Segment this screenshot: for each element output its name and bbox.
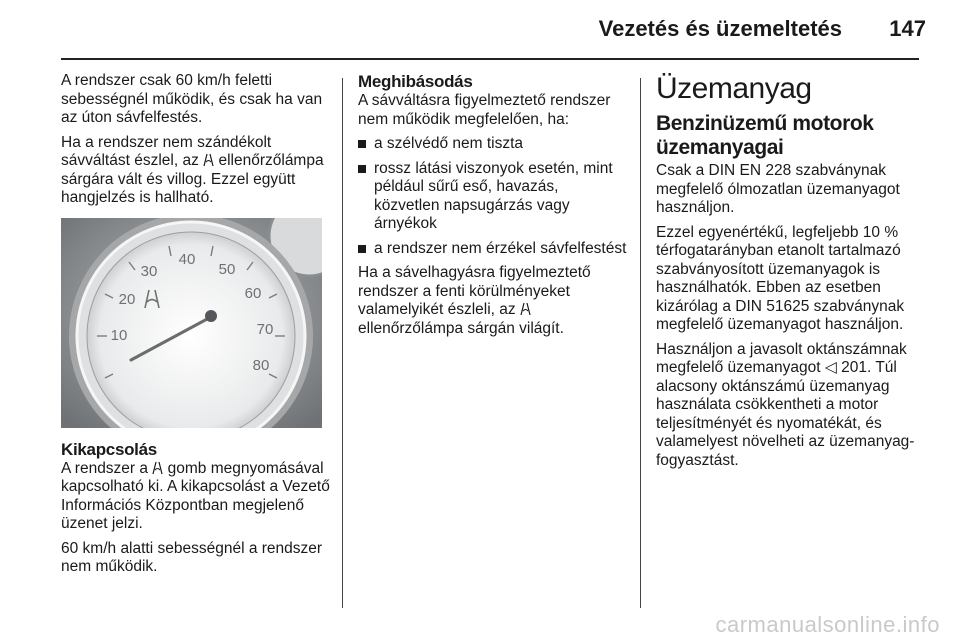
column-1 xyxy=(61,72,331,583)
speedometer-photo xyxy=(61,218,322,428)
column-3 xyxy=(656,72,924,476)
subsection-title-petrol-fuels: Benzinüzemű motorok üzemanyagai xyxy=(656,112,874,159)
header-rule xyxy=(61,58,919,60)
section-heading-deactivation: Kikapcsolás xyxy=(61,439,157,459)
column-divider-1 xyxy=(342,78,343,608)
paragraph-deactivation xyxy=(61,460,331,534)
speedo-number: 50 xyxy=(218,260,236,278)
paragraph-low-speed: 60 km/h alatti sebességnél a rendszer nem működik. xyxy=(61,539,323,575)
list-item-text: rossz látási viszonyok esetén, mint például sűrű eső, havazás, közvetlen napsugárzás vagy árnyékok xyxy=(374,159,613,232)
paragraph-malfunction-lamp xyxy=(358,264,628,338)
running-header-title: Vezetés és üzemeltetés xyxy=(598,16,842,41)
paragraph-text-after: ellenőrzőlámpa sárgán világít. xyxy=(358,319,564,337)
page-reference-link[interactable]: 201 xyxy=(841,359,867,376)
paragraph-text-before: Ha a sávelhagyásra figyelmeztető rendszer a fenti körülményeket valamelyikét észleli, az xyxy=(358,264,591,318)
lane-departure-icon xyxy=(520,302,531,316)
watermark: carmanualsonline.info xyxy=(715,612,940,637)
list-item-text: a rendszer nem érzékel sávfelfestést xyxy=(374,239,627,257)
speedometer-illustration xyxy=(61,218,322,428)
malfunction-conditions-list xyxy=(358,135,628,258)
paragraph-text-before: Ha a rendszer nem szándékolt sávváltást észlel, az xyxy=(61,133,272,169)
paragraph-fuel-standard: Csak a DIN EN 228 szabványnak megfelelő ólmozatlan üzemanyagot használjon. xyxy=(656,162,900,216)
column-2 xyxy=(358,72,628,344)
paragraph-text-after: ellenőrzőlámpa sárgára vált és villog. Ezzel együtt hangjelzés is hallható. xyxy=(61,152,324,206)
paragraph-lane-change-warning xyxy=(61,134,331,208)
square-bullet-icon xyxy=(358,165,366,173)
list-item xyxy=(358,160,628,234)
lane-departure-icon xyxy=(203,153,214,167)
paragraph-text-before: A rendszer a xyxy=(61,459,149,477)
square-bullet-icon xyxy=(358,140,366,148)
speedo-number: 30 xyxy=(140,262,158,280)
paragraph-ethanol: Ezzel egyenértékű, legfeljebb 10 % térfogatarányban etanolt tartalmazó szabványosított üzemanyagok is használhatók. Ebben az esetben kizárólag a DIN 51625 szabványnak megfelelő üzemanyagot használjon. xyxy=(656,223,905,333)
page-reference-arrow-icon: ◁ xyxy=(824,359,837,376)
speedo-number: 20 xyxy=(118,290,136,308)
paragraph-octane xyxy=(656,341,924,471)
lane-departure-icon xyxy=(152,461,163,475)
paragraph-text-after: . Túl alacsony oktánszámú üzemanyag használata csökkentheti a motor teljesítményét és nyomatékát, és valamelyest növelheti az üzemanyag-fogyasztást. xyxy=(656,359,915,469)
speedo-number: 70 xyxy=(256,320,274,338)
section-heading-malfunction: Meghibásodás xyxy=(358,72,473,91)
speedo-number: 80 xyxy=(252,356,270,374)
speedo-number: 10 xyxy=(110,326,128,344)
list-item xyxy=(358,240,628,259)
list-item xyxy=(358,135,628,154)
paragraph-text-after: gomb megnyomásával kapcsolható ki. A kikapcsolást a Vezető Információs Központban megjelenő üzenet jelzi. xyxy=(61,459,330,532)
speedo-number: 60 xyxy=(244,284,262,302)
page-number: 147 xyxy=(889,16,926,41)
paragraph-malfunction-intro: A sávváltásra figyelmeztető rendszer nem működik megfelelően, ha: xyxy=(358,92,611,128)
square-bullet-icon xyxy=(358,245,366,253)
paragraph-speed-condition: A rendszer csak 60 km/h feletti sebességnél működik, és csak ha van az úton sávfelfestés. xyxy=(61,72,323,126)
list-item-text: a szélvédő nem tiszta xyxy=(374,135,524,152)
paragraph-text-before: Használjon a javasolt oktánszámnak megfelelő üzemanyagot xyxy=(656,340,907,376)
section-title-fuel: Üzemanyag xyxy=(656,72,812,105)
speedo-number: 40 xyxy=(178,250,196,268)
column-divider-2 xyxy=(640,78,641,608)
